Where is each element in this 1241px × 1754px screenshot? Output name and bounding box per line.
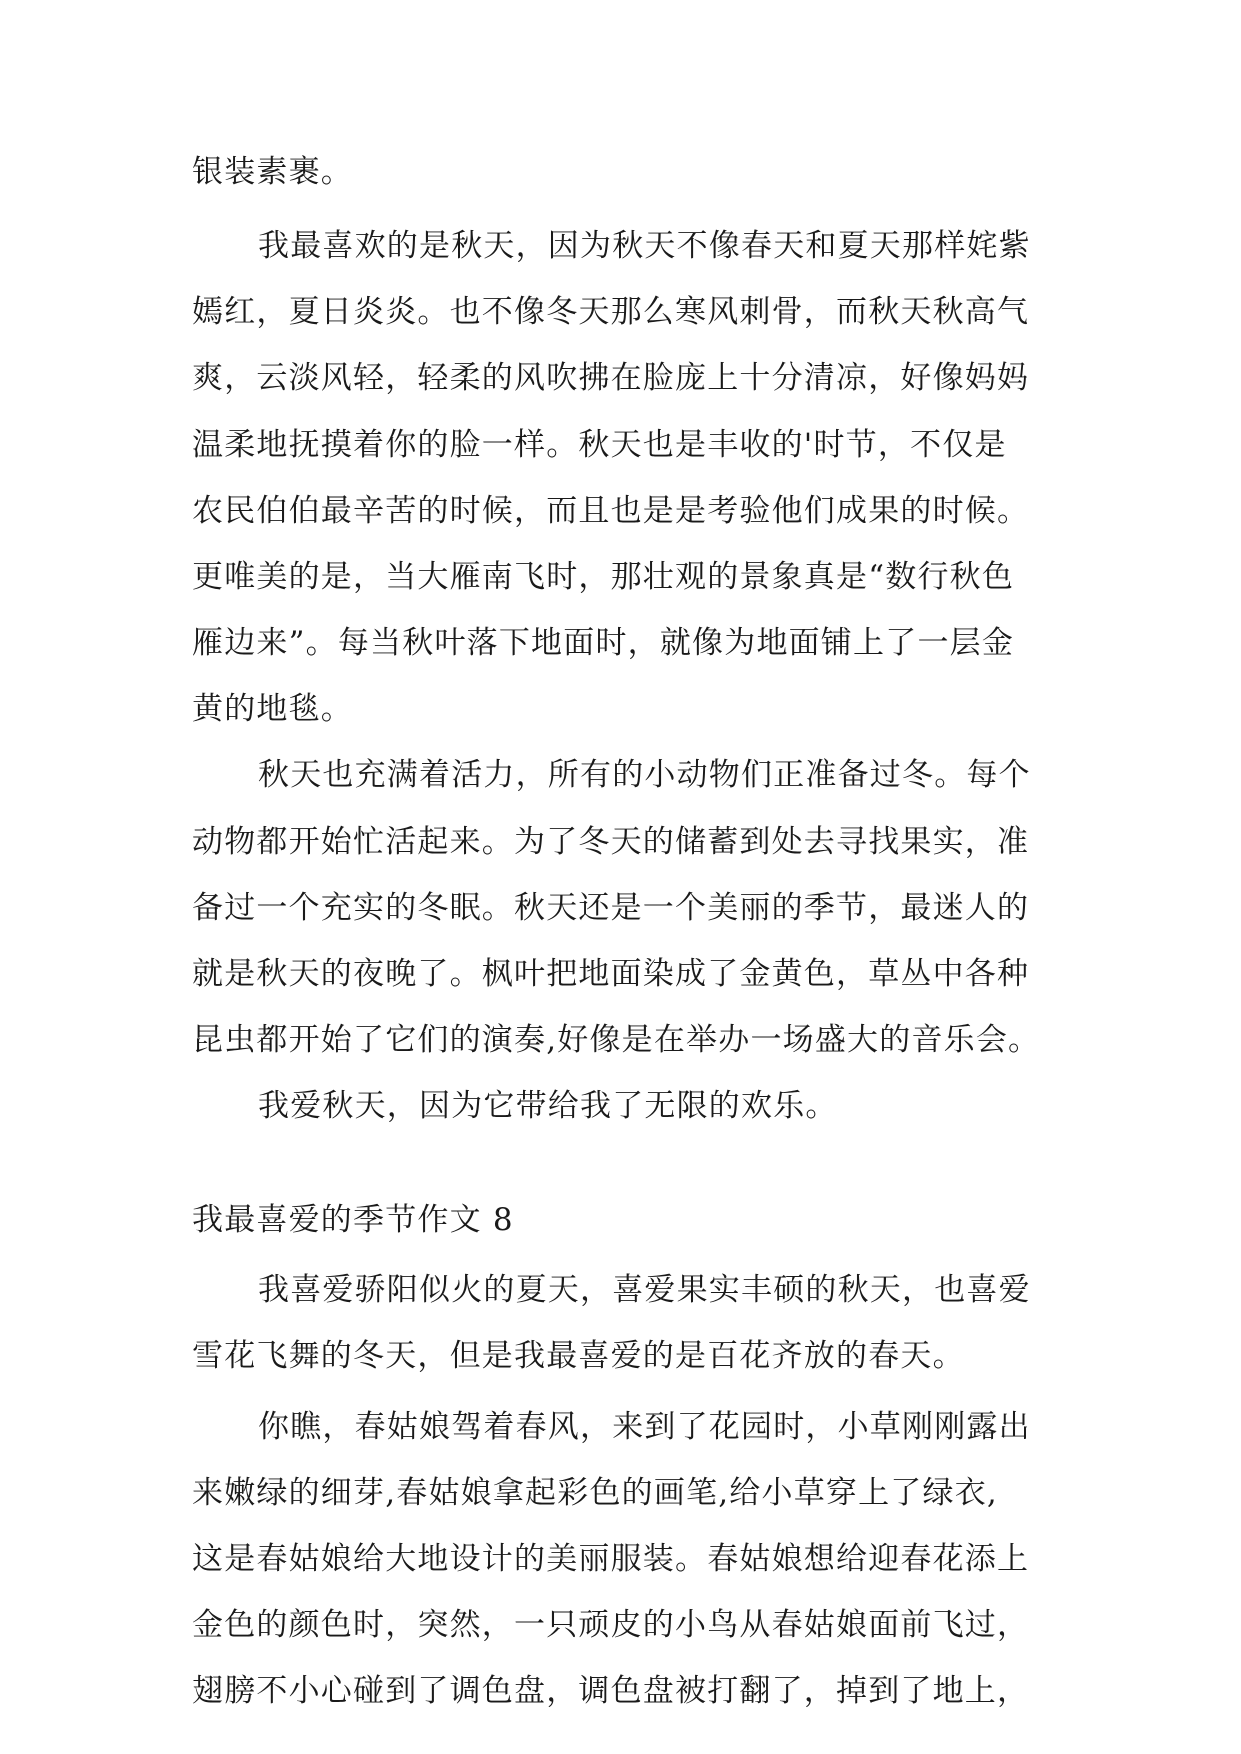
text-line: 更唯美的是，当大雁南飞时，那壮观的景象真是“数行秋色 [192,559,1015,595]
text-line: 黄的地毯。 [192,691,353,727]
text-line: 金色的颜色时，突然，一只顽皮的小鸟从春姑娘面前飞过， [192,1607,1030,1643]
paragraph-first-line: 我喜爱骄阳似火的夏天，喜爱果实丰硕的秋天，也喜爱 [258,1272,1031,1308]
text-line: 就是秋天的夜晚了。枫叶把地面染成了金黄色，草丛中各种 [192,956,1030,992]
text-line: 爽，云淡风轻，轻柔的风吹拂在脸庞上十分清凉，好像妈妈 [192,360,1030,396]
text-line: 嫣红，夏日炎炎。也不像冬天那么寒风刺骨，而秋天秋高气 [192,294,1030,330]
text-line: 昆虫都开始了它们的演奏,好像是在举办一场盛大的音乐会。 [192,1022,1041,1058]
text-line: 银装素裹。 [192,154,353,190]
text-line: 备过一个充实的冬眠。秋天还是一个美丽的季节，最迷人的 [192,890,1030,926]
text-line: 翅膀不小心碰到了调色盘，调色盘被打翻了，掉到了地上， [192,1673,1030,1709]
text-line: 农民伯伯最辛苦的时候，而且也是是考验他们成果的时候。 [192,493,1030,529]
text-line: 温柔地抚摸着你的脸一样。秋天也是丰收的'时节，不仅是 [192,427,1007,463]
section-heading: 我最喜爱的季节作文 8 [192,1202,514,1238]
paragraph-first-line: 我最喜欢的是秋天，因为秋天不像春天和夏天那样姹紫 [258,228,1031,264]
text-line: 这是春姑娘给大地设计的美丽服装。春姑娘想给迎春花添上 [192,1541,1030,1577]
text-line: 动物都开始忙活起来。为了冬天的储蓄到处去寻找果实，准 [192,824,1030,860]
text-line: 雁边来”。每当秋叶落下地面时，就像为地面铺上了一层金 [192,625,1015,661]
text-line: 来嫩绿的细芽,春姑娘拿起彩色的画笔,给小草穿上了绿衣, [192,1475,998,1511]
paragraph-first-line: 你瞧，春姑娘驾着春风，来到了花园时，小草刚刚露出 [258,1409,1031,1445]
paragraph-first-line: 我爱秋天，因为它带给我了无限的欢乐。 [258,1088,838,1124]
text-line: 雪花飞舞的冬天，但是我最喜爱的是百花齐放的春天。 [192,1338,965,1374]
paragraph-first-line: 秋天也充满着活力，所有的小动物们正准备过冬。每个 [258,757,1031,793]
